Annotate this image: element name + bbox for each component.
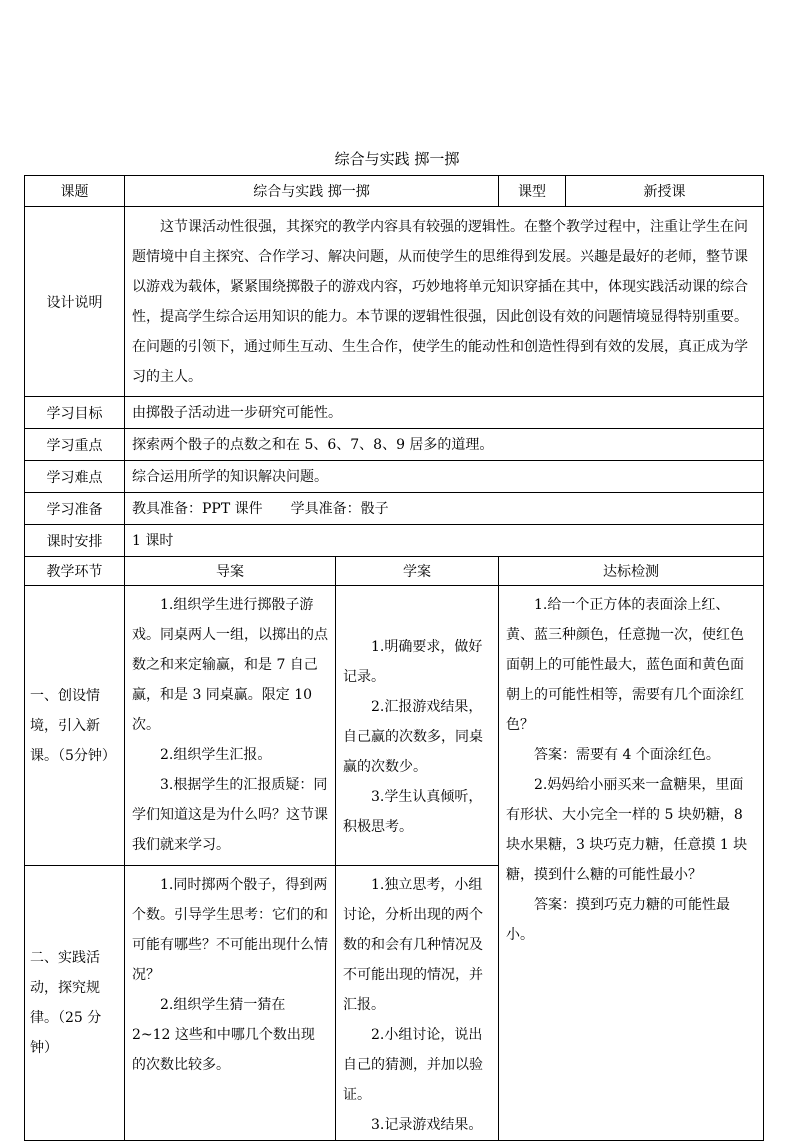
stage-1-guide (125, 586, 336, 866)
stage-1-guide-item: 2.组织学生汇报。 (160, 747, 272, 763)
column-header-row (25, 557, 764, 586)
stage-row-1 (25, 586, 764, 866)
stage-1-study-item: 1.明确要求，做好记录。 (343, 639, 483, 685)
guide-column-header: 导案 (125, 557, 336, 586)
type-value: 新授课 (566, 176, 764, 207)
schedule-value: 1 课时 (125, 525, 764, 557)
type-label: 课型 (499, 176, 566, 207)
info-row-schedule (25, 525, 764, 557)
stage-1-guide-item: 3.根据学生的汇报质疑：同学们知道这是为什么吗？这节课我们就来学习。 (132, 777, 328, 853)
difficulty-value: 综合运用所学的知识解决问题。 (125, 461, 764, 493)
stage-2-study-item: 1.独立思考，小组讨论，分析出现的两个数的和会有几种情况及不可能出现的情况，并汇报。 (343, 877, 483, 1013)
stage-2-guide-item: 2.组织学生猜一猜在 2~12 这些和中哪几个数出现的次数比较多。 (132, 997, 315, 1073)
check-column-header: 达标检测 (499, 557, 764, 586)
info-row-difficulty (25, 461, 764, 493)
topic-label: 课题 (25, 176, 125, 207)
check-item: 2.妈妈给小丽买来一盒糖果，里面有形状、大小完全一样的 5 块奶糖，8 块水果糖，3 块巧克力糖，任意摸 1 块糖，摸到什么糖的可能性最小？ (506, 777, 748, 883)
check-cell (499, 586, 764, 1141)
study-column-header: 学案 (336, 557, 499, 586)
topic-value: 综合与实践 掷一掷 (125, 176, 499, 207)
stage-2-guide-item: 1.同时掷两个骰子，得到两个数。引导学生思考：它们的和可能有哪些？不可能出现什么情况？ (132, 877, 328, 983)
design-text: 这节课活动性很强，其探究的教学内容具有较强的逻辑性。在整个教学过程中，注重让学生在问题情境中自主探究、合作学习、解决问题，从而使学生的思维得到发展。兴趣是最好的老师，整节课以游戏为载体，紧紧围绕掷骰子的游戏内容，巧妙地将单元知识穿插在其中，体现实践活动课的综合性，提高学生综合运用知识的能力。本节课的逻辑性很强，因此创设有效的问题情境显得特别重要。在问题的引领下，通过师生互动、生生合作，使学生的能动性和创造性得到有效的发展，真正成为学习的主人。 (132, 218, 748, 385)
stage-2-guide (125, 866, 336, 1141)
stage-2-study-item: 3.记录游戏结果。 (371, 1117, 483, 1133)
design-text-cell (125, 207, 764, 397)
difficulty-label: 学习难点 (25, 461, 125, 493)
preparation-label: 学习准备 (25, 493, 125, 525)
goal-value: 由掷骰子活动进一步研究可能性。 (125, 397, 764, 429)
stage-1-study (336, 586, 499, 866)
stage-1-guide-item: 1.组织学生进行掷骰子游戏。同桌两人一组，以掷出的点数之和来定输赢，和是 7 自己赢，和是 3 同桌赢。限定 10 次。 (132, 597, 328, 733)
preparation-value: 教具准备：PPT 课件 学具准备：骰子 (125, 493, 764, 525)
stage-2-name: 二、实践活动，探究规律。（25 分钟） (25, 866, 125, 1141)
document-title: 综合与实践 掷一掷 (334, 150, 460, 168)
stage-1-study-item: 3.学生认真倾听，积极思考。 (343, 789, 483, 835)
stage-2-study (336, 866, 499, 1141)
topic-row (25, 176, 764, 207)
key-point-value: 探索两个骰子的点数之和在 5、6、7、8、9 居多的道理。 (125, 429, 764, 461)
info-row-goal (25, 397, 764, 429)
goal-label: 学习目标 (25, 397, 125, 429)
info-row-preparation (25, 493, 764, 525)
key-point-label: 学习重点 (25, 429, 125, 461)
design-label: 设计说明 (25, 207, 125, 397)
schedule-label: 课时安排 (25, 525, 125, 557)
stage-1-name: 一、创设情境，引入新课。（5分钟） (25, 586, 125, 866)
stage-1-study-item: 2.汇报游戏结果，自己赢的次数多，同桌赢的次数少。 (343, 699, 483, 775)
check-item: 答案：需要有 4 个面涂红色。 (534, 747, 720, 763)
design-row (25, 207, 764, 397)
check-item: 答案：摸到巧克力糖的可能性最小。 (506, 897, 731, 943)
lesson-plan-table (24, 175, 764, 1141)
stage-2-study-item: 2.小组讨论，说出自己的猜测，并加以验证。 (343, 1027, 483, 1103)
info-row-key-point (25, 429, 764, 461)
stage-column-header: 教学环节 (25, 557, 125, 586)
check-item: 1.给一个正方体的表面涂上红、黄、蓝三种颜色，任意抛一次，使红色面朝上的可能性最大，蓝色面和黄色面朝上的可能性相等，需要有几个面涂红色？ (506, 597, 745, 733)
